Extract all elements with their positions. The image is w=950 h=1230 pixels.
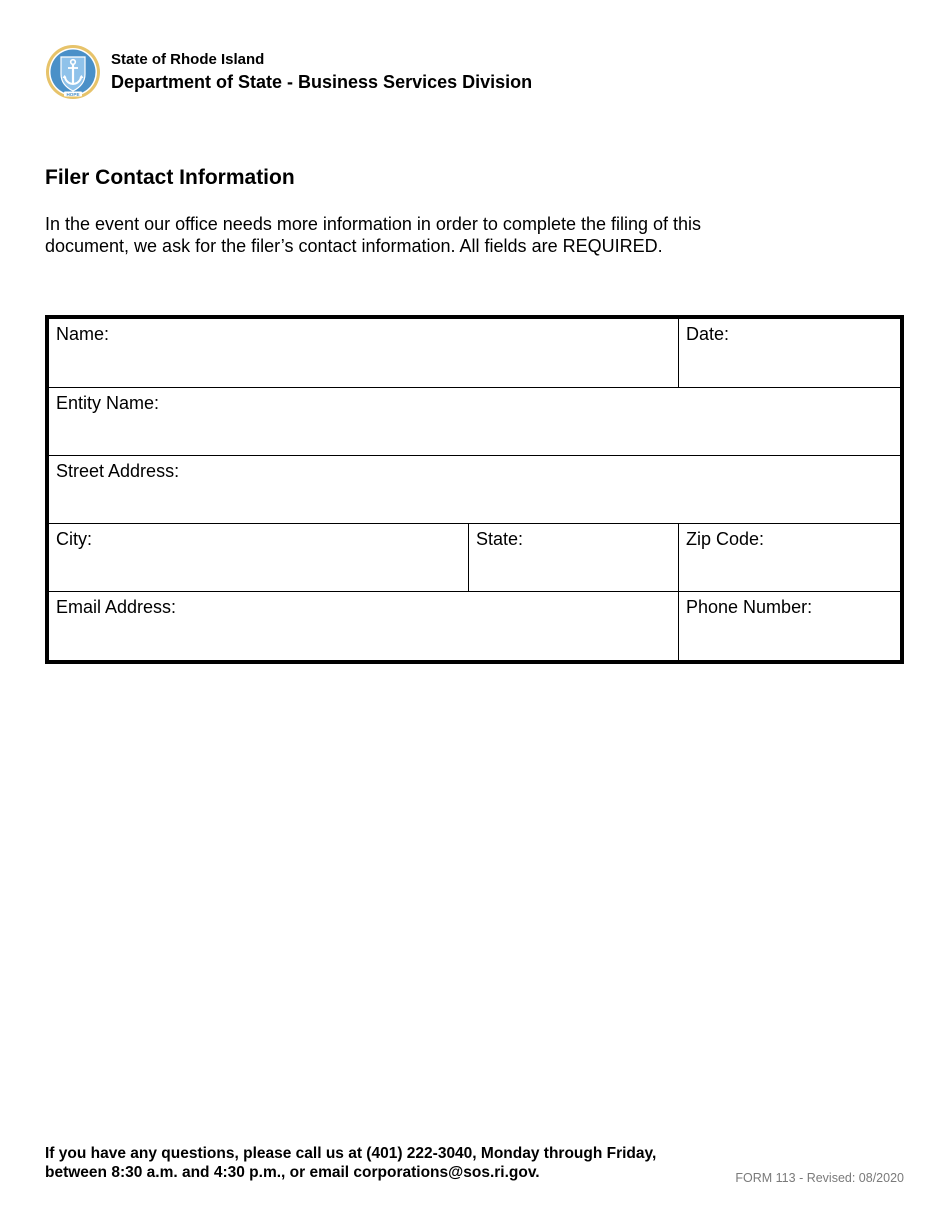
phone-number-field[interactable] <box>679 592 900 660</box>
intro-text <box>45 213 765 257</box>
zip-code-field[interactable] <box>679 524 900 591</box>
state-seal-icon <box>45 44 101 100</box>
email-address-field[interactable] <box>49 592 678 660</box>
footer-note-line: If you have any questions, please call us at (401) 222-3040, Monday through Friday, <box>45 1145 657 1162</box>
form-title: Filer Contact Information <box>45 166 295 189</box>
city-field[interactable] <box>49 524 468 591</box>
city-label: City: <box>56 529 92 549</box>
seal-motto: HOPE <box>66 91 80 97</box>
state-label: State: <box>476 529 524 549</box>
intro-line: In the event our office needs more information in order to complete the filing of this <box>45 214 702 234</box>
date-label: Date: <box>686 324 730 344</box>
entity-name-field[interactable] <box>49 388 900 455</box>
footer-note-line: between 8:30 a.m. and 4:30 p.m., or email corporations@sos.ri.gov. <box>45 1164 540 1181</box>
phone-number-label: Phone Number: <box>686 597 813 617</box>
department-name: Department of State - Business Services Division <box>111 72 533 92</box>
contact-form <box>45 315 904 664</box>
street-address-label: Street Address: <box>56 461 180 481</box>
email-address-label: Email Address: <box>56 597 177 617</box>
zip-code-label: Zip Code: <box>686 529 765 549</box>
entity-name-label: Entity Name: <box>56 393 160 413</box>
intro-line: document, we ask for the filer’s contact information. All fields are REQUIRED. <box>45 236 663 256</box>
state-field[interactable] <box>469 524 678 591</box>
name-field[interactable] <box>49 319 678 387</box>
name-label: Name: <box>56 324 110 344</box>
form-revision-label: FORM 113 - Revised: 08/2020 <box>735 1171 904 1185</box>
street-address-field[interactable] <box>49 456 900 523</box>
state-name: State of Rhode Island <box>111 51 265 68</box>
footer-contact-note <box>45 1144 656 1182</box>
date-field[interactable] <box>679 319 900 387</box>
